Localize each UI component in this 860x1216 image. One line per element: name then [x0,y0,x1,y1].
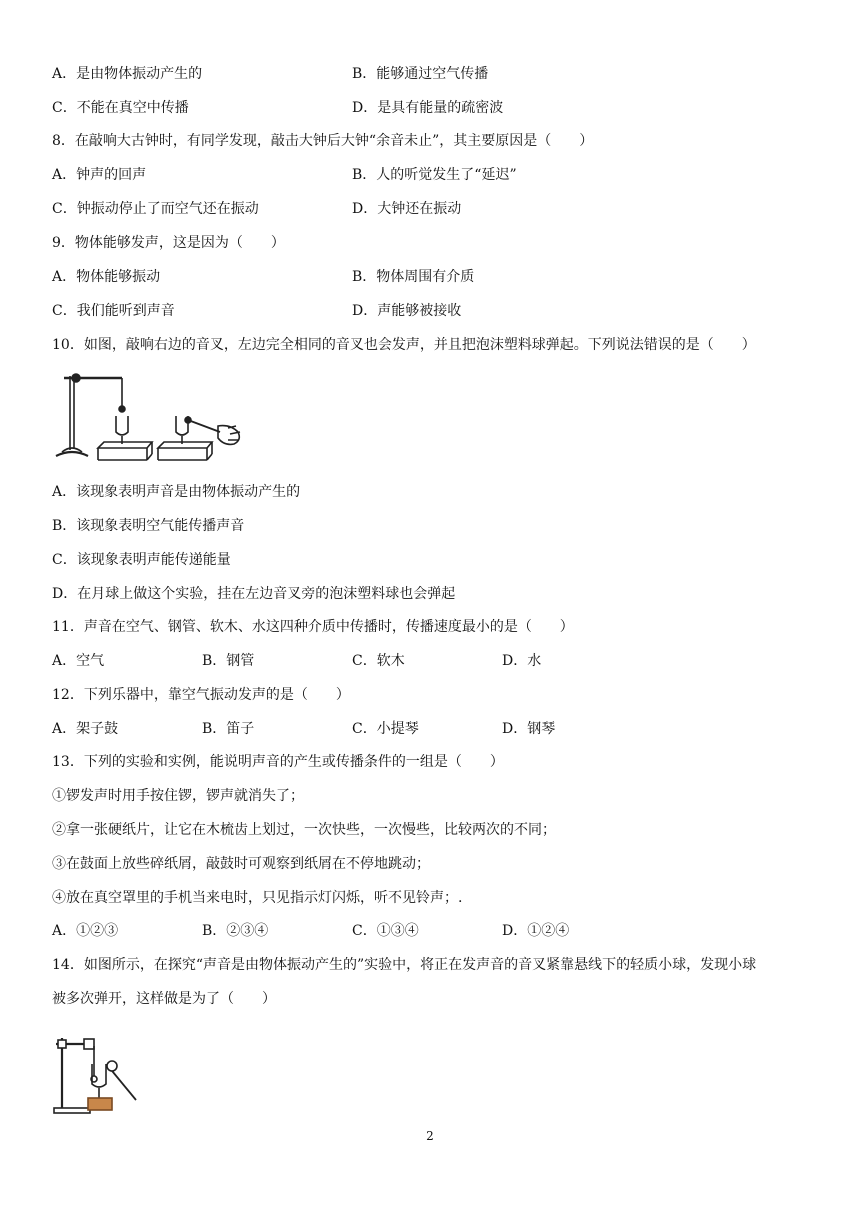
q13-option-d: D．①②④ [502,923,570,939]
q14-stem-line2: 被多次弹开，这样做是为了（ ） [52,991,276,1007]
q8-option-b: B．人的听觉发生了“延迟” [352,167,517,183]
q11-option-a: A．空气 [52,653,105,669]
tuning-fork-resonance-figure [52,368,247,464]
q8-option-d: D．大钟还在振动 [352,201,462,217]
q8-stem: 8．在敲响大古钟时，有同学发现，敲击大钟后大钟“余音未止”，其主要原因是（ ） [52,133,594,149]
q7-option-a: A．是由物体振动产生的 [52,66,203,82]
q12-option-c: C．小提琴 [352,721,419,737]
q12-stem: 12．下列乐器中，靠空气振动发声的是（ ） [52,687,350,703]
q9-option-c: C．我们能听到声音 [52,303,175,319]
q11-option-d: D．水 [502,653,542,669]
q10-stem: 10．如图，敲响右边的音叉，左边完全相同的音叉也会发声，并且把泡沫塑料球弹起。下列说法错误的是（ ） [52,337,756,353]
q9-option-b: B．物体周围有介质 [352,269,475,285]
page-number: 2 [426,1129,434,1143]
q9-stem: 9．物体能够发声，这是因为（ ） [52,235,285,251]
q13-option-a: A．①②③ [52,923,119,939]
q11-option-c: C．软木 [352,653,405,669]
q7-option-b: B．能够通过空气传播 [352,66,489,82]
q9-option-d: D．声能够被接收 [352,303,462,319]
q10-option-d: D．在月球上做这个实验，挂在左边音叉旁的泡沫塑料球也会弹起 [52,586,456,602]
q7-option-d: D．是具有能量的疏密波 [352,100,504,116]
q13-statement-2: ②拿一张硬纸片，让它在木梳齿上划过，一次快些，一次慢些，比较两次的不同； [52,822,556,838]
q13-statement-3: ③在鼓面上放些碎纸屑，敲鼓时可观察到纸屑在不停地跳动； [52,856,430,872]
q7-option-c: C．不能在真空中传播 [52,100,189,116]
q8-option-a: A．钟声的回声 [52,167,147,183]
q9-option-a: A．物体能够振动 [52,269,161,285]
q10-option-b: B．该现象表明空气能传播声音 [52,518,245,534]
q13-option-c: C．①③④ [352,923,419,939]
q13-option-b: B．②③④ [202,923,269,939]
q11-option-b: B．钢管 [202,653,255,669]
q13-stem: 13．下列的实验和实例，能说明声音的产生或传播条件的一组是（ ） [52,754,504,770]
q12-option-b: B．笛子 [202,721,255,737]
q11-stem: 11．声音在空气、钢管、软木、水这四种介质中传播时，传播速度最小的是（ ） [52,619,574,635]
q13-statement-1: ①锣发声时用手按住锣，锣声就消失了； [52,788,304,804]
q12-option-a: A．架子鼓 [52,721,119,737]
q14-stem-line1: 14．如图所示，在探究“声音是由物体振动产生的”实验中，将正在发声音的音叉紧靠悬线下的轻质小球，发现小球 [52,957,757,973]
q8-option-c: C．钟振动停止了而空气还在振动 [52,201,259,217]
q10-option-a: A．该现象表明声音是由物体振动产生的 [52,484,301,500]
q13-statement-4: ④放在真空罩里的手机当来电时，只见指示灯闪烁，听不见铃声；. [52,890,463,906]
q10-option-c: C．该现象表明声能传递能量 [52,552,231,568]
tuning-fork-pendulum-figure [52,1026,148,1118]
q12-option-d: D．钢琴 [502,721,556,737]
